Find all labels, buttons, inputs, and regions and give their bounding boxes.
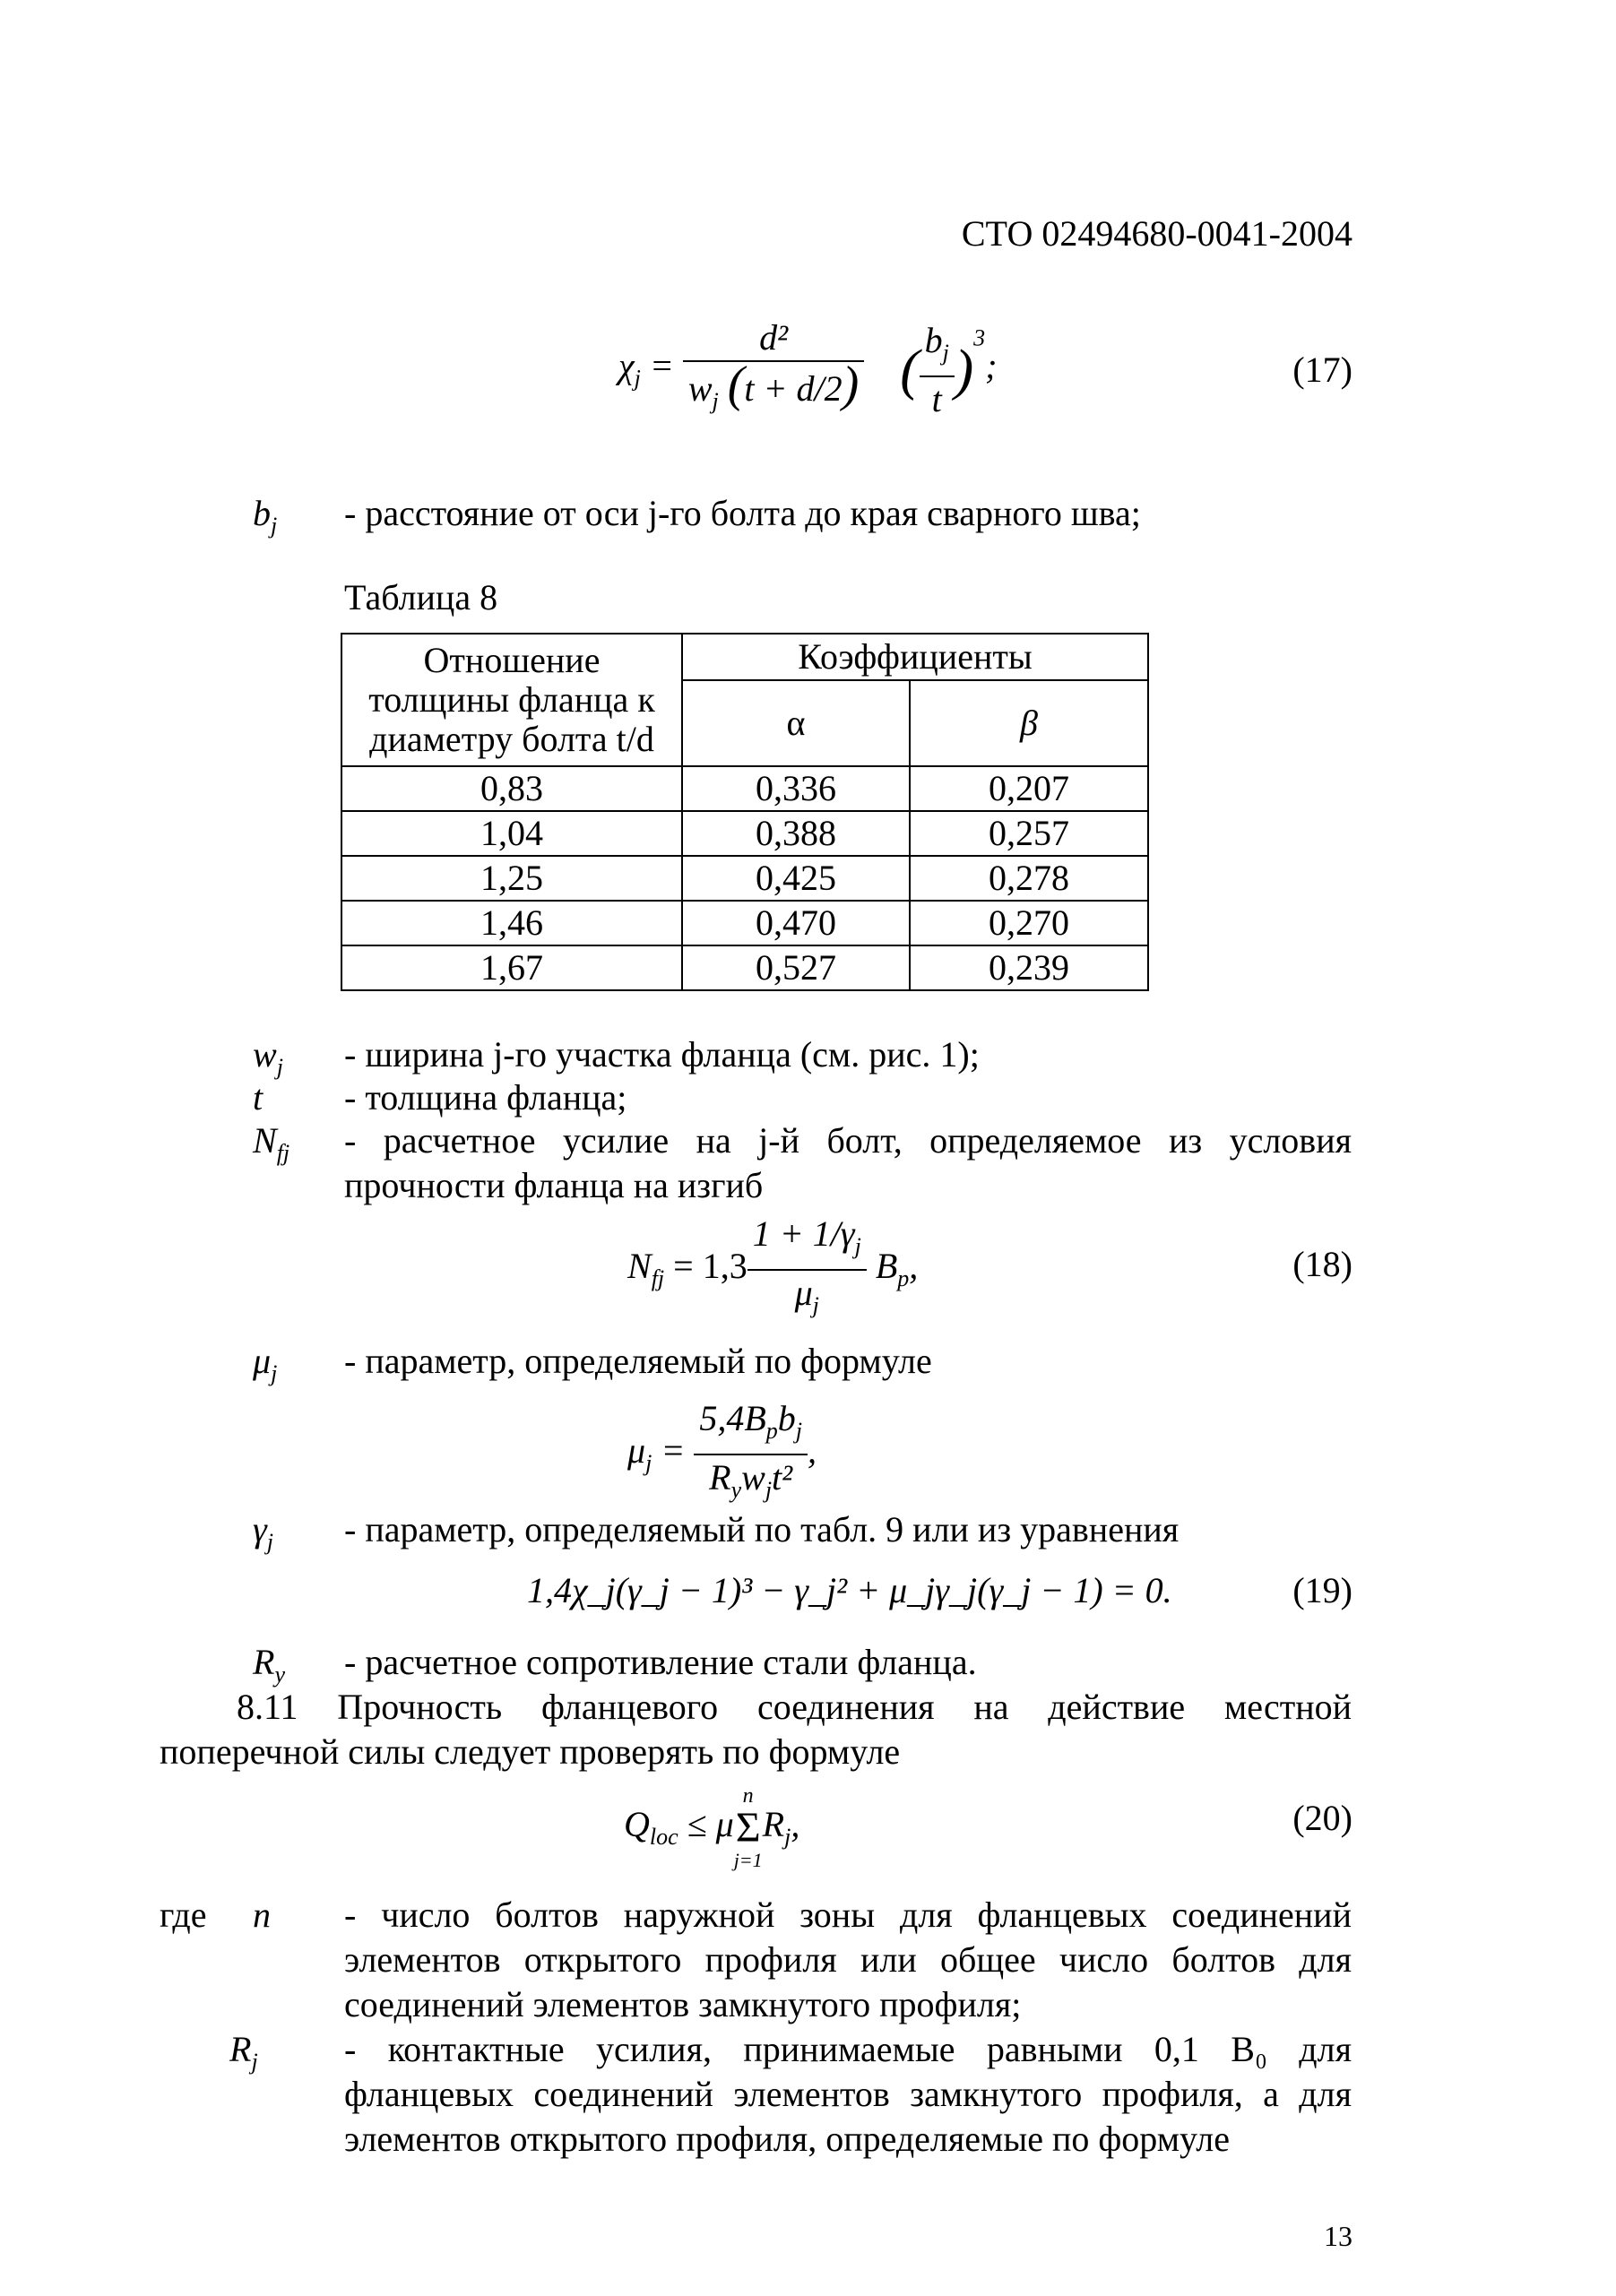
symbol-Rj: $R_j$ <box>229 2029 258 2075</box>
table-row <box>341 945 1148 990</box>
where-label: где <box>160 1895 207 1935</box>
definition-Rj: - контактные усилия, принимаемые равными 0,1 B₀ для фланцевых соединений элементов замкнутого профиля, а для элементов открытого профиля, определяемые по формуле <box>344 2029 1352 2159</box>
symbol-t: t <box>253 1077 264 1118</box>
table-row <box>341 901 1148 945</box>
cell-ratio: 1,67 <box>341 945 682 990</box>
definition-gamma: - параметр, определяемый по табл. 9 или из уравнения <box>344 1509 1180 1549</box>
symbol-gamma: $\gamma_j$ <box>253 1509 273 1555</box>
cell-alpha: 0,336 <box>682 766 910 811</box>
equation-20-number: (20) <box>1292 1798 1352 1838</box>
cell-ratio: 0,83 <box>341 766 682 811</box>
cell-beta: 0,270 <box>910 901 1148 945</box>
definition-n: - число болтов наружной зоны для фланцевых соединений элементов открытого профиля или общее число болтов для соединений элементов замкнутого профиля; <box>344 1895 1352 2024</box>
equation-19: 1,4χ_j(γ_j − 1)³ − γ_j² + μ_jγ_j(γ_j − 1) = 0. <box>527 1570 1172 1610</box>
cell-ratio: 1,04 <box>341 811 682 856</box>
definition-t: - толщина фланца; <box>344 1077 627 1118</box>
definition-b: - расстояние от оси j-го болта до края сварного шва; <box>344 493 1141 533</box>
equation-17: $\chi_j$ = $\frac{\text{d²}}{w_j (t + d/2)}$ ( $\frac{b_j}{t}$ )$^3$; <box>618 317 998 419</box>
cell-ratio: 1,25 <box>341 856 682 901</box>
table-caption: Таблица 8 <box>344 577 498 617</box>
equation-17-number: (17) <box>1292 350 1352 390</box>
definition-mu: - параметр, определяемый по формуле <box>344 1341 932 1381</box>
table-row <box>341 766 1148 811</box>
symbol-N: $N_{fj}$ <box>253 1120 290 1166</box>
table-row <box>341 856 1148 901</box>
page-number: 13 <box>1324 2220 1352 2252</box>
cell-beta: 0,207 <box>910 766 1148 811</box>
cell-beta: 0,257 <box>910 811 1148 856</box>
cell-ratio: 1,46 <box>341 901 682 945</box>
equation-mu: $\mu_j$ = $\frac{5,4B_pb_j}{R_yw_jt^2}$ , <box>627 1398 817 1503</box>
equation-18-number: (18) <box>1292 1244 1352 1284</box>
document-code: СТО 02494680-0041-2004 <box>961 213 1352 254</box>
definition-Ry: - расчетное сопротивление стали фланца. <box>344 1642 977 1682</box>
cell-beta: 0,278 <box>910 856 1148 901</box>
cell-alpha: 0,470 <box>682 901 910 945</box>
symbol-mu: $\mu_j$ <box>253 1341 278 1386</box>
table-row <box>341 811 1148 856</box>
symbol-w: $w_j$ <box>253 1034 283 1080</box>
cell-beta: 0,239 <box>910 945 1148 990</box>
equation-20: $Q_{loc} \le \mu$ n Σ j=1 $R_j$, <box>624 1784 800 1871</box>
symbol-Ry: $R_y$ <box>253 1642 285 1687</box>
symbol-n: n <box>253 1895 271 1935</box>
cell-alpha: 0,388 <box>682 811 910 856</box>
header-beta: β <box>910 680 1148 766</box>
equation-18: $N_{fj} = 1,3$ $\frac{1 + 1/\gamma_j}{\mu_j}$ $B_p$, <box>627 1213 919 1318</box>
definition-N: - расчетное усилие на j-й болт, определяемое из условия прочности фланца на изгиб <box>344 1120 1352 1205</box>
cell-alpha: 0,425 <box>682 856 910 901</box>
cell-alpha: 0,527 <box>682 945 910 990</box>
header-alpha: α <box>682 680 910 766</box>
equation-19-number: (19) <box>1292 1570 1352 1610</box>
paragraph-8-11: 8.11 Прочность фланцевого соединения на действие местной поперечной силы следует проверять по формуле <box>160 1687 1352 1772</box>
header-coefficients: Коэффициенты <box>682 634 1148 680</box>
table-8 <box>341 633 1149 991</box>
header-ratio: Отношение толщины фланца к диаметру болта t/d <box>341 634 682 766</box>
definition-w: - ширина j-го участка фланца (см. рис. 1); <box>344 1034 980 1075</box>
symbol-b: $b_j$ <box>253 493 278 539</box>
